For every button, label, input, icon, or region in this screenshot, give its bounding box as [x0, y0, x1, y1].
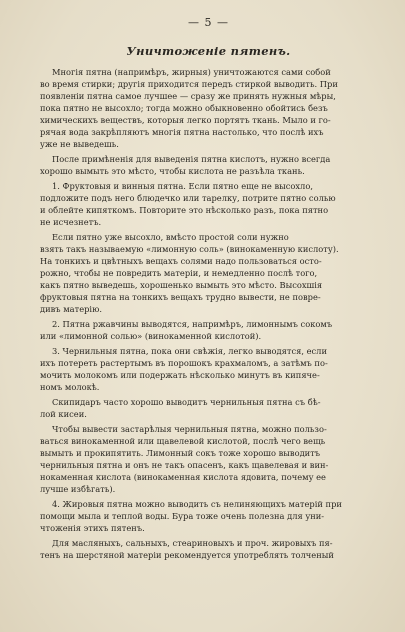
text-line: Многія пятна (напримѣръ, жирныя) уничтожаются сами собой — [52, 67, 331, 77]
text-line: рячая вода закрѣпляютъ многія пятна настолько, что послѣ ихъ — [40, 127, 324, 137]
body-text — [40, 66, 377, 561]
text-line: тенъ на шерстяной матеріи рекомендуется употреблять толченый — [40, 550, 334, 560]
text-line: появленіи пятна самое лучшее — сразу же принять нужныя мѣры, — [40, 91, 336, 101]
text-line: ихъ потереть растертымъ въ порошокъ крахмаломъ, а затѣмъ по- — [40, 358, 328, 368]
text-line: не исчезнетъ. — [40, 217, 102, 227]
text-line: 2. Пятна ржавчины выводятся, напримѣръ, лимоннымъ сокомъ — [52, 319, 333, 329]
text-line: лучше избѣгать). — [40, 484, 116, 494]
text-line: мочить молокомъ или подержать нѣсколько минутъ въ кипяче- — [40, 370, 320, 380]
text-line: фруктовыя пятна на тонкихъ вещахъ трудно вывести, не повре- — [40, 292, 321, 302]
text-line: После примѣненія для выведенія пятна кислотъ, нужно всегда — [52, 154, 331, 164]
text-line: вымыть и прокипятить. Лимонный сокъ тоже хорошо выводитъ — [40, 448, 321, 458]
text-line: и облейте кипяткомъ. Повторите это нѣсколько разъ, пока пятно — [40, 205, 329, 215]
text-line: химическихъ веществъ, которыя легко портятъ ткань. Мыло и го- — [40, 115, 331, 125]
text-line: дивъ матерію. — [40, 304, 102, 314]
text-line: лой кисеи. — [40, 409, 87, 419]
text-line: Скипидаръ часто хорошо выводитъ чернильныя пятна съ бѣ- — [52, 397, 321, 407]
text-line: На тонкихъ и цвѣтныхъ вещахъ солями надо пользоваться осто- — [40, 256, 322, 266]
text-line: во время стирки; другія приходится передъ стиркой выводить. При — [40, 79, 338, 89]
text-line: чтоженія этихъ пятенъ. — [40, 523, 145, 533]
text-line: 3. Чернильныя пятна, пока они свѣжія, легко выводятся, если — [52, 346, 327, 356]
text-line: рожно, чтобы не повредить матеріи, и немедленно послѣ того, — [40, 268, 318, 278]
text-line: взять такъ называемую «лимонную соль» (винокаменную кислоту). — [40, 244, 339, 254]
text-line: ваться винокаменной или щавелевой кислотой, послѣ чего вещь — [40, 436, 326, 446]
page-number: — 5 — — [188, 16, 229, 29]
text-line: уже не выведешь. — [40, 139, 119, 149]
text-line: 1. Фруктовыя и винныя пятна. Если пятно еще не высохло, — [52, 181, 313, 191]
text-line: номъ молокѣ. — [40, 382, 100, 392]
text-line: Для масляныхъ, сальныхъ, стеариновыхъ и проч. жировыхъ пя- — [52, 538, 333, 548]
text-line: пока пятно не высохло; тогда можно обыкновенно обойтись безъ — [40, 103, 328, 113]
text-line: нокаменная кислота (винокаменная кислота ядовита, почему ее — [40, 472, 326, 482]
text-line: помощи мыла и теплой воды. Бура тоже очень полезна для уни- — [40, 511, 325, 521]
text-line: подложите подъ него блюдечко или тарелку, потрите пятно солью — [40, 193, 336, 203]
text-line: Чтобы вывести застарѣлыя чернильныя пятна, можно пользо- — [52, 424, 327, 434]
text-line: или «лимонной солью» (винокаменной кислотой). — [40, 331, 262, 341]
text-line: какъ пятно выведешь, хорошенько вымыть это мѣсто. Высохшія — [40, 280, 323, 290]
text-line: хорошо вымыть это мѣсто, чтобы кислота не разъѣла ткань. — [40, 166, 305, 176]
text-line: Если пятно уже высохло, вмѣсто простой соли нужно — [52, 232, 289, 242]
chapter-title: Уничтоженіе пятенъ. — [126, 44, 291, 58]
text-line: 4. Жировыя пятна можно выводить съ нелиняющихъ матерій при — [52, 499, 342, 509]
text-line: чернильныя пятна и онъ не такъ опасенъ, какъ щавелевая и вин- — [40, 460, 329, 470]
